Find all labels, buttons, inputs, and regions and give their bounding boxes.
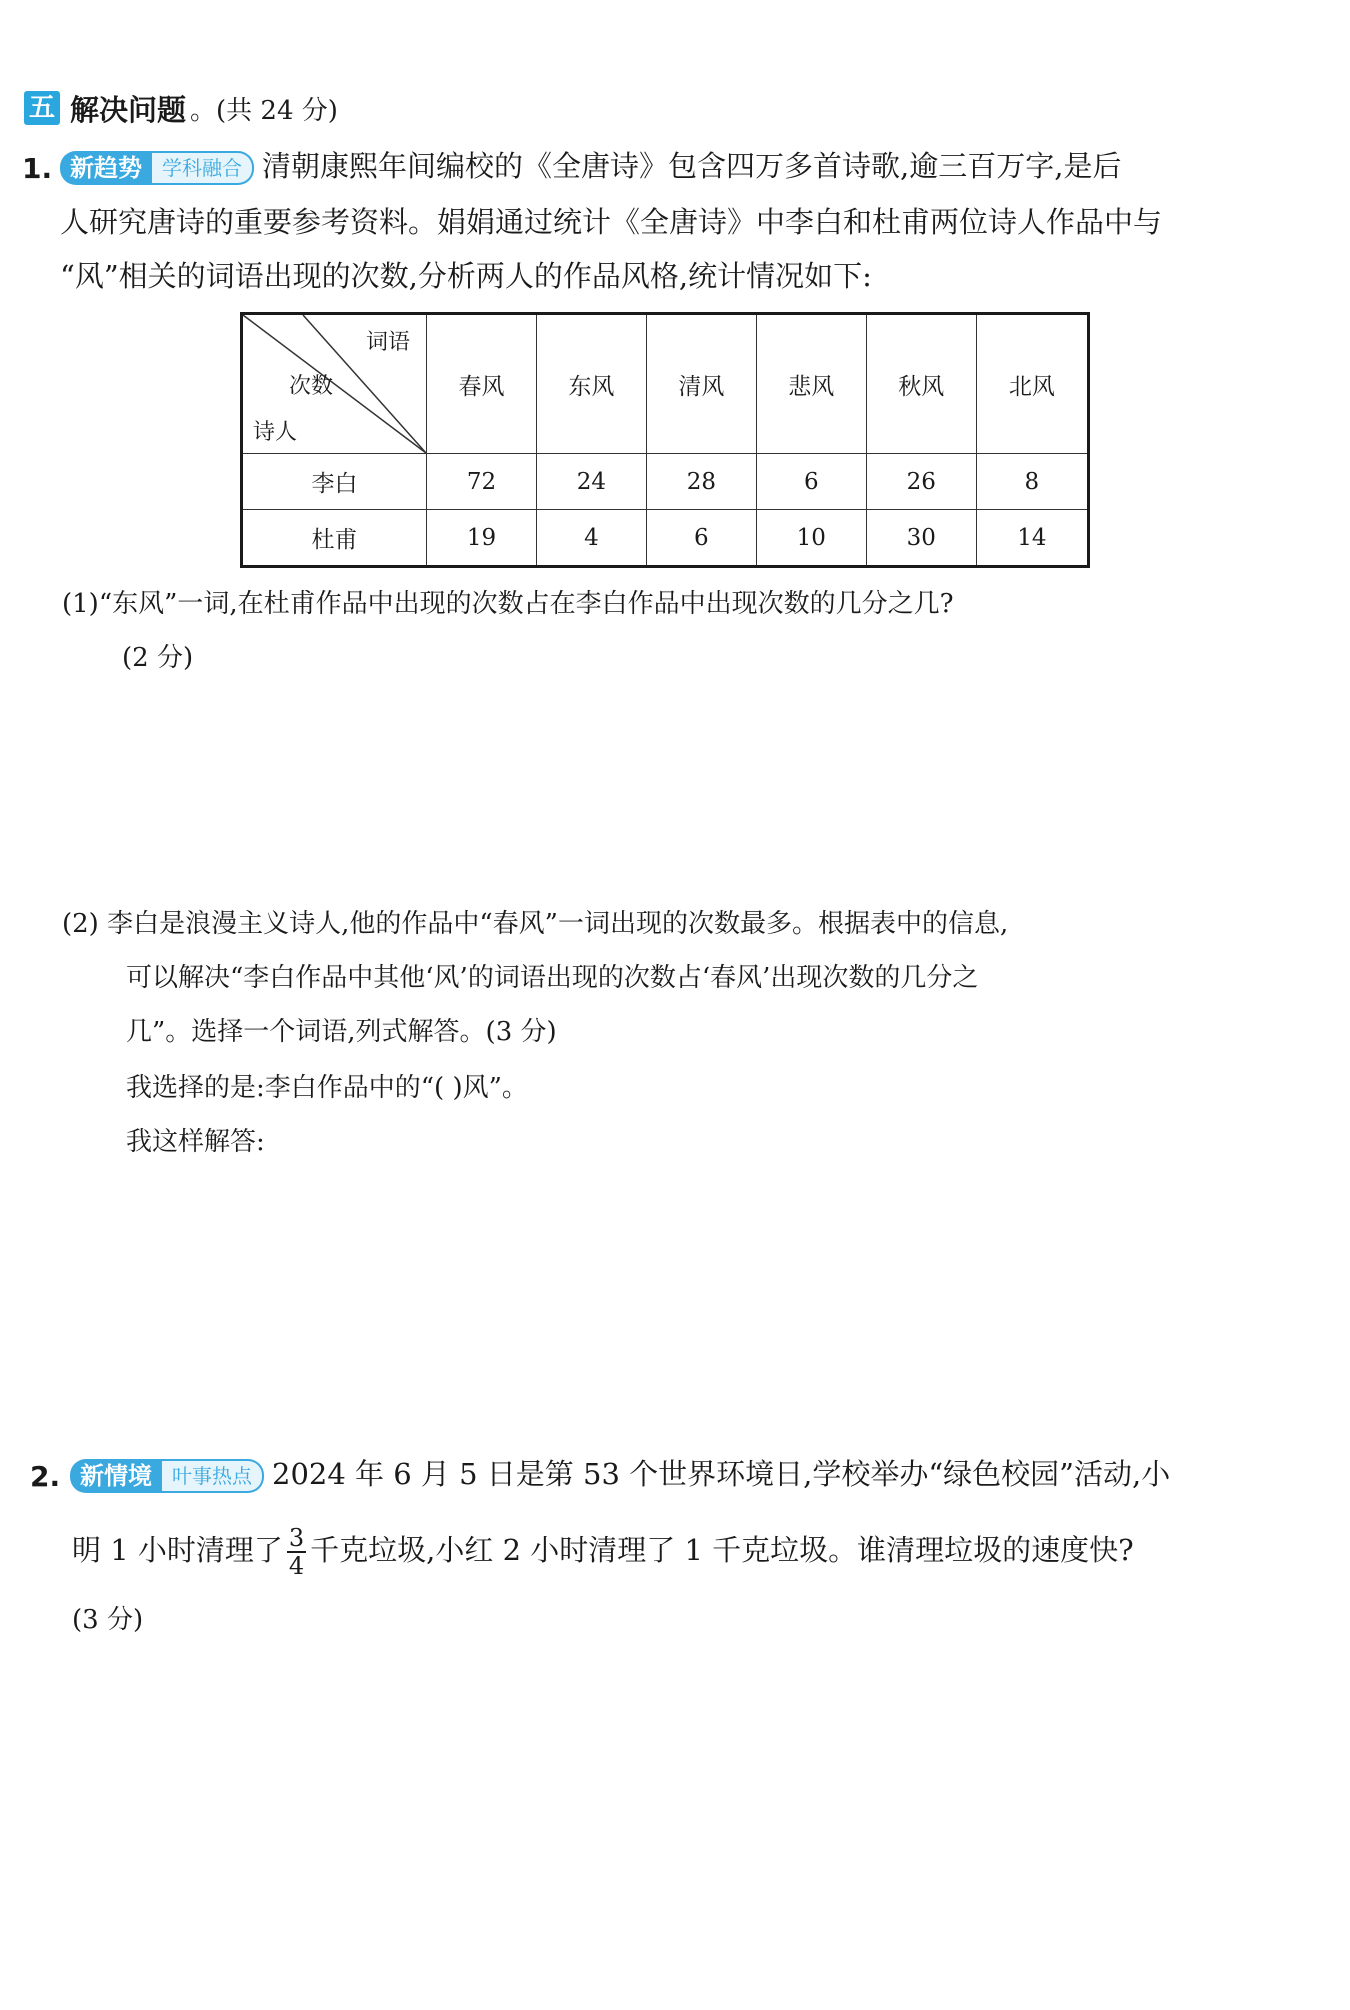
- table-cell: 6: [646, 510, 756, 567]
- table-row: [242, 454, 1089, 510]
- question-2-line-1: [70, 1454, 1170, 1494]
- sub-question-2-choice: 我选择的是:李白作品中的“( )风”。: [126, 1073, 528, 1103]
- question-2-score: (3 分): [72, 1605, 144, 1635]
- table-cell: 28: [646, 454, 756, 510]
- section-header: [24, 88, 338, 128]
- column-header: 东风: [536, 314, 646, 454]
- table-cell: 10: [756, 510, 866, 567]
- q2-text-1: 2024 年 6 月 5 日是第 53 个世界环境日,学校举办“绿色校园”活动,小: [272, 1457, 1171, 1491]
- section-title: 解决问题: [70, 92, 187, 127]
- corner-label-poet: 诗人: [253, 420, 298, 445]
- table-cell: 72: [427, 454, 537, 510]
- column-header: 秋风: [866, 314, 976, 454]
- q1-intro-text-1: 清朝康熙年间编校的《全唐诗》包含四万多首诗歌,逾三百万字,是后: [262, 149, 1122, 183]
- question-1-number: 1.: [22, 152, 53, 185]
- question-1-intro-line-1: [60, 146, 1121, 186]
- sub-question-1-score: (2 分): [122, 643, 194, 673]
- fraction-numerator: 3: [288, 1524, 305, 1552]
- fraction-denominator: 4: [288, 1552, 305, 1580]
- q1-tag: [60, 151, 254, 185]
- sub-question-2-line-1: (2) 李白是浪漫主义诗人,他的作品中“春风”一词出现的次数最多。根据表中的信息,: [62, 909, 1009, 939]
- question-1-intro-line-2: 人研究唐诗的重要参考资料。娟娟通过统计《全唐诗》中李白和杜甫两位诗人作品中与: [60, 205, 1163, 239]
- q1-tag-sub: 学科融合: [152, 151, 254, 185]
- column-header: 悲风: [756, 314, 866, 454]
- column-header: 清风: [646, 314, 756, 454]
- poet-wind-table: [240, 312, 1090, 568]
- q1-tag-main: 新趋势: [60, 151, 152, 185]
- table-cell: 8: [976, 454, 1088, 510]
- sub-question-2-line-3: 几”。选择一个词语,列式解答。(3 分): [126, 1017, 557, 1047]
- question-1-intro-line-3: “风”相关的词语出现的次数,分析两人的作品风格,统计情况如下:: [60, 259, 872, 293]
- q2-tag-main: 新情境: [70, 1459, 162, 1493]
- question-2-line-2: [72, 1518, 1134, 1582]
- column-header: 春风: [427, 314, 537, 454]
- table-cell: 30: [866, 510, 976, 567]
- sub-question-2-line-2: 可以解决“李白作品中其他‘风’的词语出现的次数占‘春风’出现次数的几分之: [126, 963, 979, 993]
- q2-text-2-pre: 明 1 小时清理了: [72, 1533, 283, 1567]
- sub-question-2-answer-prompt: 我这样解答:: [126, 1127, 265, 1157]
- corner-label-count: 次数: [289, 374, 334, 399]
- corner-label-word: 词语: [365, 330, 410, 355]
- section-score: 。(共 24 分): [190, 95, 338, 126]
- table-header-row: [242, 314, 1089, 454]
- table-row: [242, 510, 1089, 567]
- table-cell: 4: [536, 510, 646, 567]
- q2-tag: [70, 1459, 264, 1493]
- fraction-three-quarters: [287, 1525, 306, 1579]
- table-cell: 26: [866, 454, 976, 510]
- q2-tag-sub: 叶事热点: [162, 1459, 264, 1493]
- sub-question-1-line-1: (1)“东风”一词,在杜甫作品中出现的次数占在李白作品中出现次数的几分之几?: [62, 589, 954, 619]
- table-corner-cell: [242, 314, 427, 454]
- question-2-number: 2.: [30, 1460, 61, 1493]
- table-cell: 24: [536, 454, 646, 510]
- column-header: 北风: [976, 314, 1088, 454]
- row-poet: 李白: [242, 454, 427, 510]
- section-number-badge: 五: [24, 91, 60, 125]
- row-poet: 杜甫: [242, 510, 427, 567]
- table-cell: 14: [976, 510, 1088, 567]
- table-cell: 19: [427, 510, 537, 567]
- table-cell: 6: [756, 454, 866, 510]
- q2-text-2-post: 千克垃圾,小红 2 小时清理了 1 千克垃圾。谁清理垃圾的速度快?: [310, 1533, 1134, 1567]
